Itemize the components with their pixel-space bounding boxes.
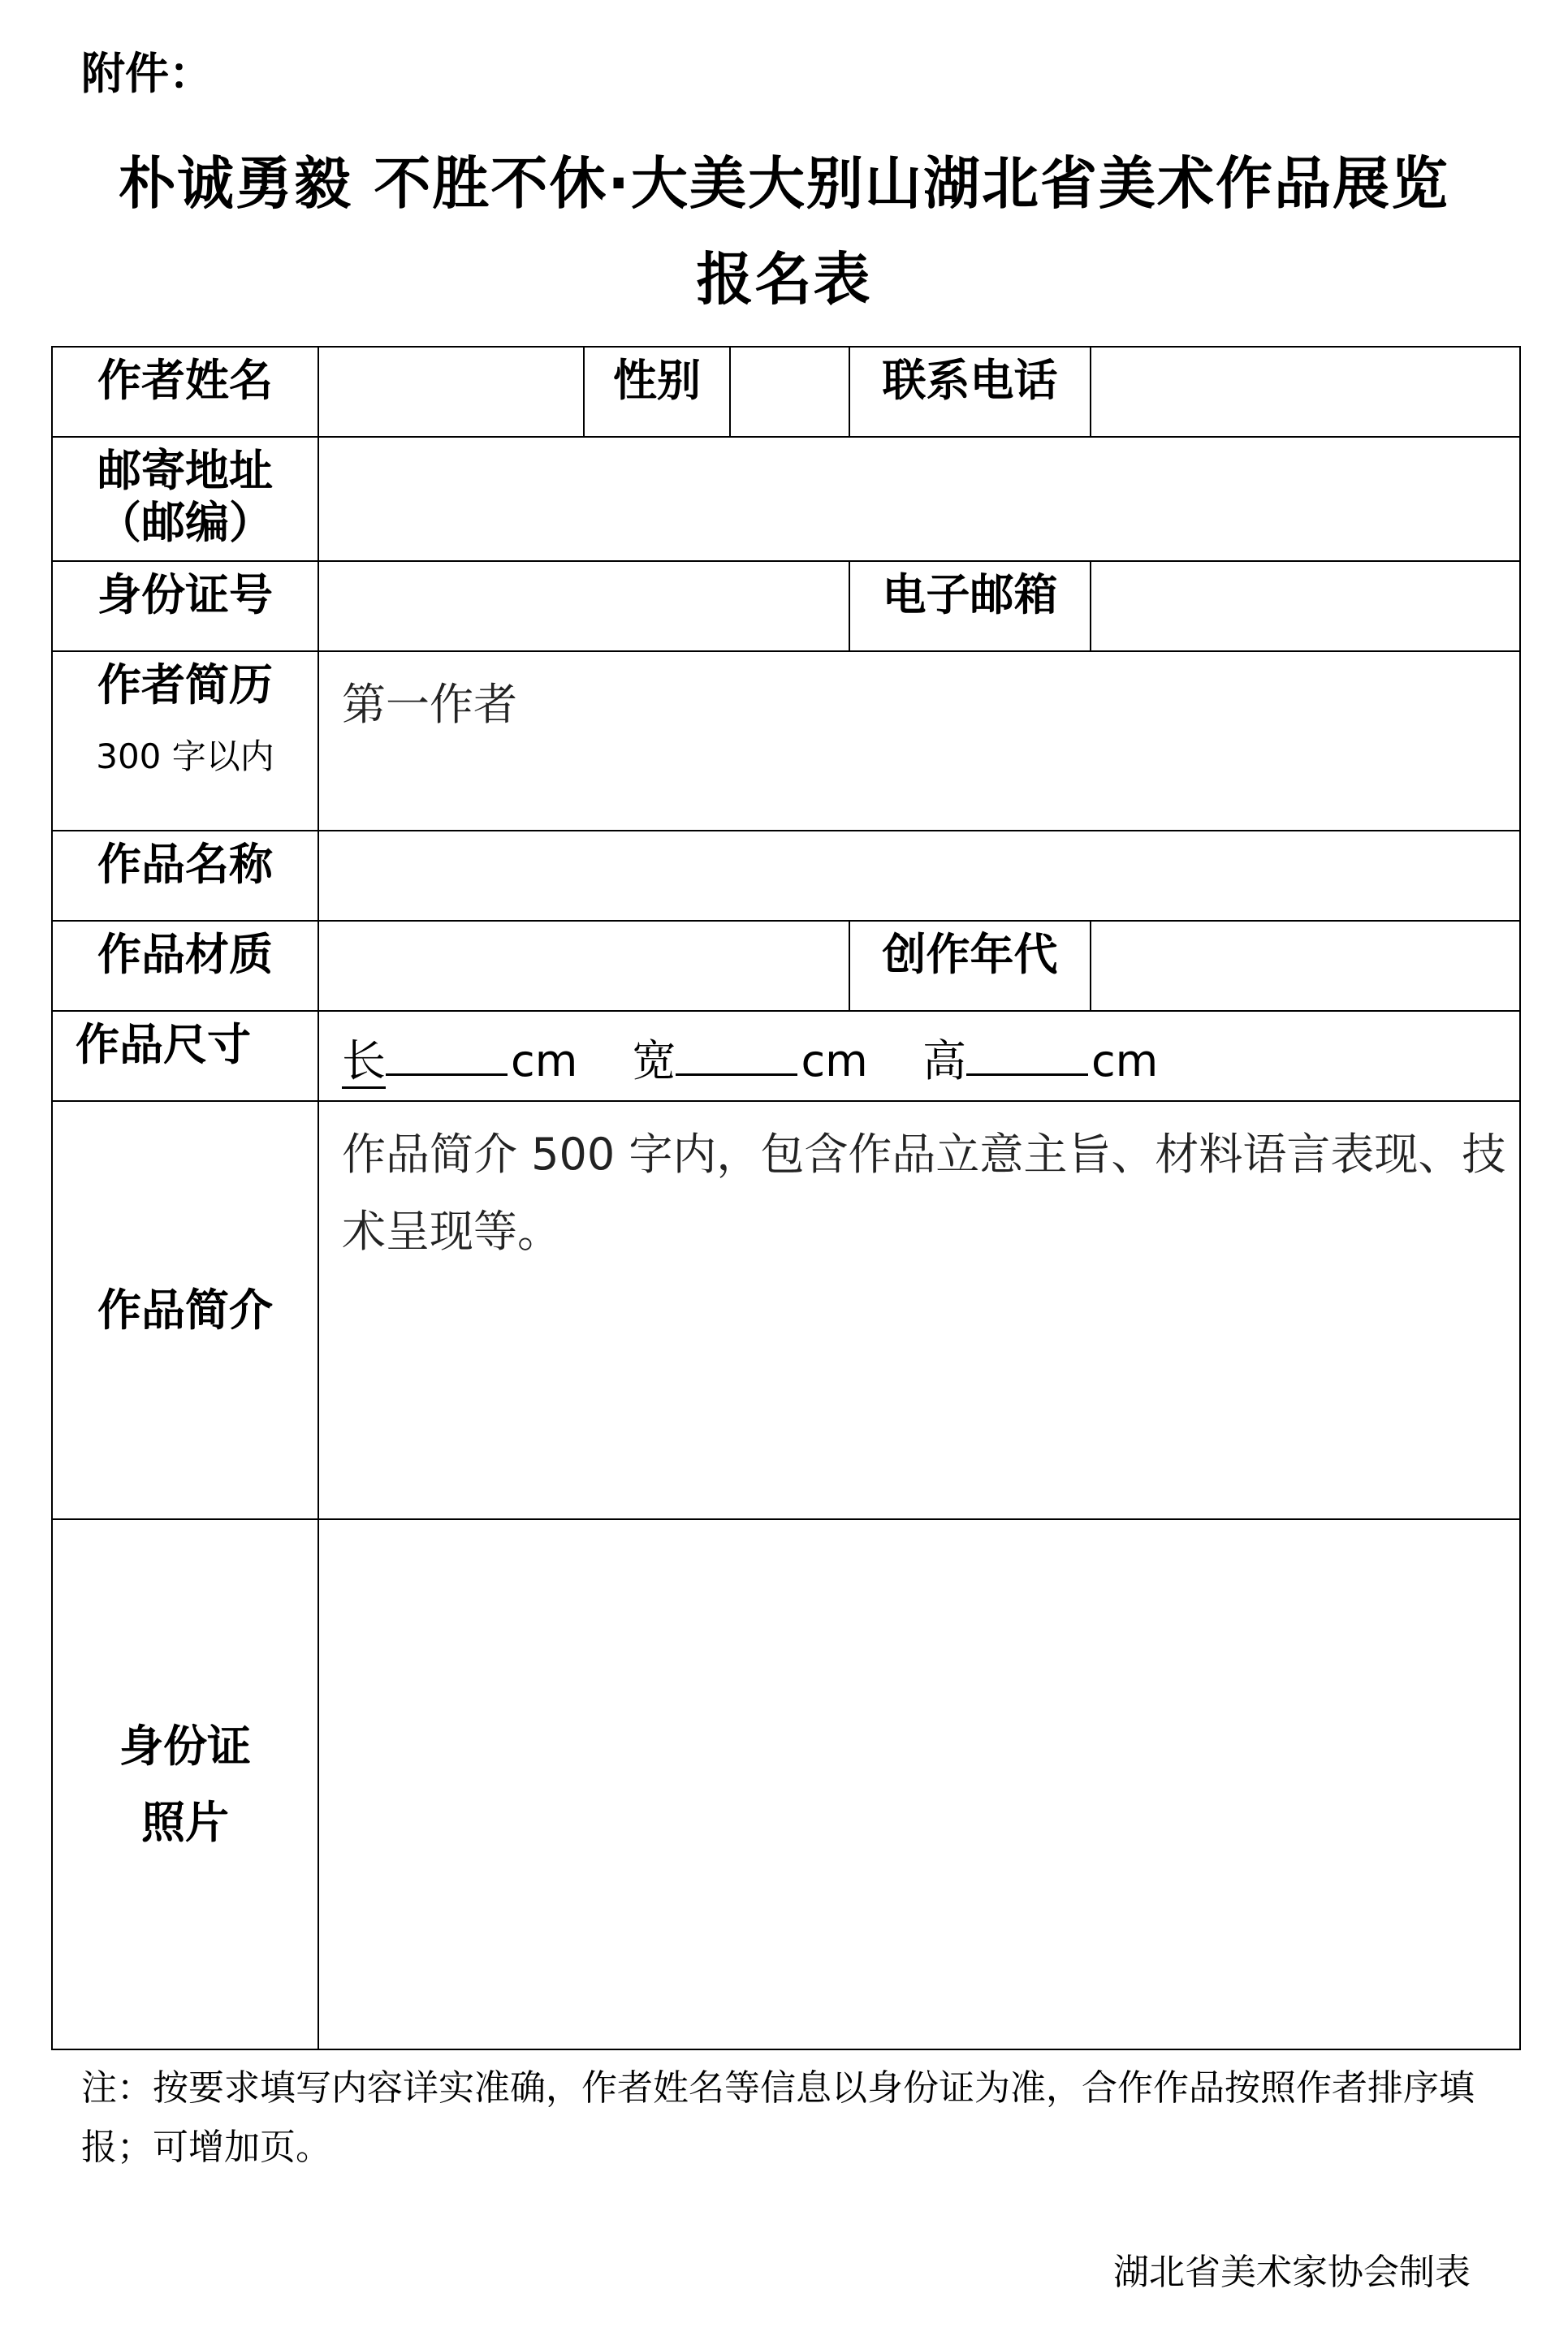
width-unit: cm <box>801 1035 868 1086</box>
intro-field[interactable] <box>318 1101 1520 1519</box>
length-label: 长 <box>342 1035 386 1089</box>
intro-label: 作品简介 <box>52 1101 318 1519</box>
resume-label-text: 作者简历 <box>97 659 273 710</box>
form-title-line1: 朴诚勇毅 不胜不休·大美大别山湖北省美术作品展览 <box>119 150 1449 217</box>
creation-year-label: 创作年代 <box>849 921 1091 1011</box>
gender-field[interactable] <box>730 347 849 437</box>
form-note: 注：按要求填写内容详实准确，作者姓名等信息以身份证为准，合作作品按照作者排序填报；可增加页。 <box>81 2067 1475 2168</box>
attachment-label: 附件： <box>81 48 213 99</box>
gender-label: 性别 <box>584 347 730 437</box>
creation-year-field[interactable] <box>1091 921 1520 1011</box>
email-label: 电子邮箱 <box>849 561 1091 651</box>
width-label: 宽 <box>632 1035 676 1086</box>
address-label-line2: （邮编） <box>97 497 273 548</box>
height-unit: cm <box>1091 1035 1159 1086</box>
resume-field[interactable] <box>318 651 1520 831</box>
intro-hint: 作品简介 500 字内，包含作品立意主旨、材料语言表现、技术呈现等。 <box>342 1129 1506 1257</box>
address-label-line1: 邮寄地址 <box>97 445 273 496</box>
email-field[interactable] <box>1091 561 1520 651</box>
author-name-field[interactable] <box>318 347 584 437</box>
address-label <box>52 437 318 561</box>
work-title-field[interactable] <box>318 831 1520 921</box>
id-number-field[interactable] <box>318 561 849 651</box>
form-maker: 湖北省美术家协会制表 <box>1113 2252 1471 2293</box>
phone-field[interactable] <box>1091 347 1520 437</box>
work-title-label: 作品名称 <box>52 831 318 921</box>
length-unit: cm <box>511 1035 578 1086</box>
resume-limit-text: 300 字以内 <box>96 736 274 776</box>
size-label: 作品尺寸 <box>52 1011 318 1101</box>
material-field[interactable] <box>318 921 849 1011</box>
phone-label: 联系电话 <box>849 347 1091 437</box>
resume-label <box>52 651 318 831</box>
resume-hint: 第一作者 <box>342 679 517 730</box>
id-photo-label-line2: 照片 <box>141 1796 229 1848</box>
material-label: 作品材质 <box>52 921 318 1011</box>
size-field-row <box>318 1011 1520 1101</box>
length-input-line[interactable] <box>386 1034 508 1076</box>
height-label: 高 <box>922 1035 966 1086</box>
registration-form-table <box>51 346 1521 2050</box>
author-name-label: 作者姓名 <box>52 347 318 437</box>
id-photo-label-line1: 身份证 <box>119 1720 251 1772</box>
width-input-line[interactable] <box>676 1034 797 1076</box>
id-photo-field[interactable] <box>318 1519 1520 2049</box>
id-number-label: 身份证号 <box>52 561 318 651</box>
id-photo-label <box>52 1519 318 2049</box>
height-input-line[interactable] <box>966 1034 1088 1076</box>
form-title-line2: 报名表 <box>696 246 872 313</box>
address-field[interactable] <box>318 437 1520 561</box>
